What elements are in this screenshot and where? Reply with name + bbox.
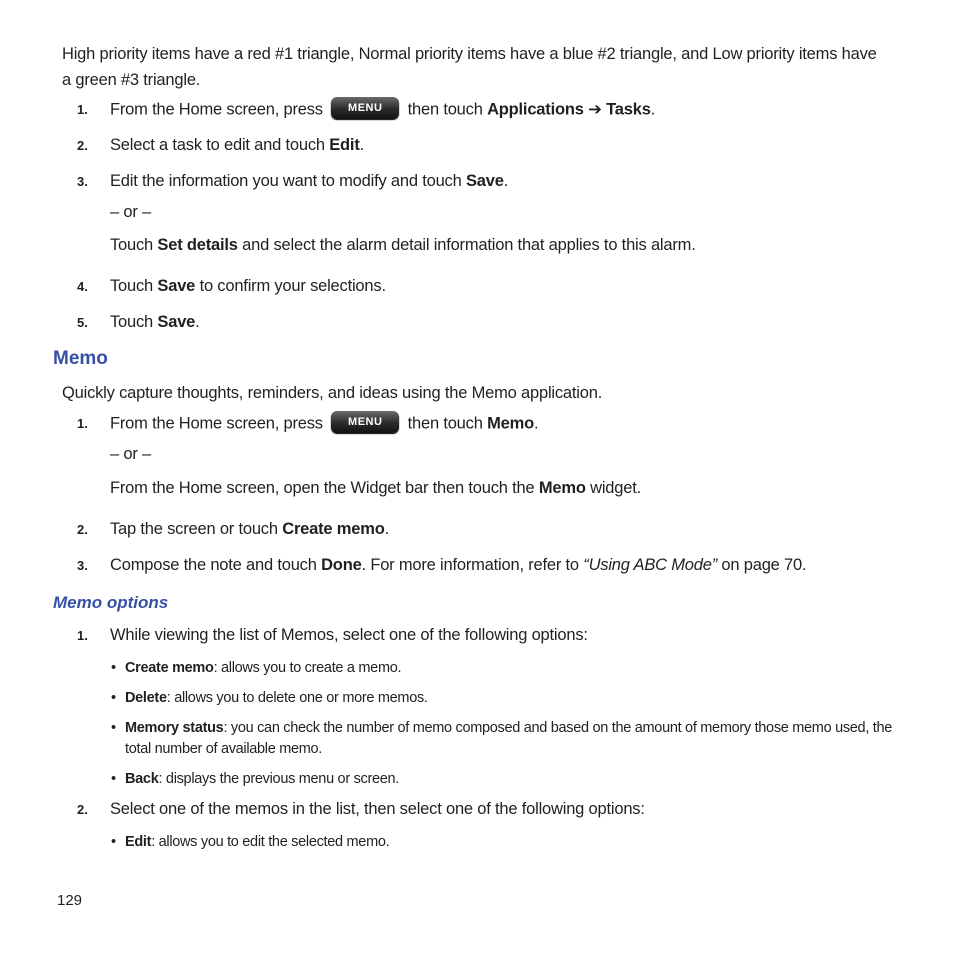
bold-term: Memory status (125, 720, 224, 736)
menu-key-icon: MENU (331, 97, 399, 119)
memo-options-step-2: Select one of the memos in the list, then select one of the following options: (110, 800, 645, 818)
tasks-step-2 (110, 135, 364, 155)
step-text: Touch (110, 277, 154, 295)
punctuation: . (503, 172, 509, 190)
bold-term: Create memo (282, 520, 385, 538)
step-text: Touch (110, 313, 154, 331)
punctuation: . (650, 100, 656, 119)
tasks-step-5 (110, 312, 200, 332)
tasks-step-3-alt (110, 235, 696, 255)
step-number: 3. (77, 558, 88, 573)
memo-intro: Quickly capture thoughts, reminders, and ideas using the Memo application. (62, 384, 603, 402)
memo-step-1-alt (110, 478, 641, 498)
step-number: 3. (77, 174, 88, 189)
bullet: • (111, 771, 116, 787)
punctuation: . (384, 520, 389, 538)
step-text: to confirm your selections. (199, 277, 386, 295)
intro-line-2: a green #3 triangle. (62, 71, 201, 89)
cross-reference-link[interactable]: “Using ABC Mode” (583, 556, 718, 574)
list-item (111, 769, 399, 789)
step-text: . For more information, refer to (361, 556, 579, 574)
bold-term: Back (125, 771, 159, 787)
menu-key-icon: MENU (331, 411, 399, 433)
bold-term: Save (157, 277, 196, 295)
step-text: then touch (407, 414, 483, 433)
step-number: 1. (77, 102, 88, 117)
memo-options-step-1: While viewing the list of Memos, select one of the following options: (110, 626, 588, 644)
step-text: Select a task to edit and touch (110, 136, 325, 154)
or-separator: – or – (110, 203, 151, 221)
step-text: From the Home screen, press (110, 100, 323, 119)
memo-step-2 (110, 519, 389, 539)
step-text: Compose the note and touch (110, 556, 317, 574)
bullet: • (111, 690, 116, 706)
step-text: Edit the information you want to modify and touch (110, 172, 462, 190)
punctuation: . (195, 313, 200, 331)
bold-term: Edit (125, 834, 152, 850)
punctuation: . (359, 136, 365, 154)
bold-term: Applications (487, 100, 584, 119)
step-text: widget. (590, 479, 642, 497)
list-item (111, 832, 389, 852)
memo-step-3 (110, 555, 806, 575)
step-number: 2. (77, 522, 88, 537)
list-item (111, 688, 428, 708)
item-text: : displays the previous menu or screen. (158, 771, 400, 787)
item-text: : allows you to edit the selected memo. (151, 834, 390, 850)
bold-term: Edit (329, 136, 360, 154)
bullet: • (111, 660, 116, 676)
step-number: 2. (77, 802, 88, 817)
step-number: 1. (77, 416, 88, 431)
step-text: Touch (110, 236, 154, 254)
item-text: : allows you to create a memo. (213, 660, 402, 676)
bold-term: Delete (125, 690, 167, 706)
bullet: • (111, 720, 116, 736)
step-number: 2. (77, 138, 88, 153)
step-text: on page 70. (721, 556, 807, 574)
arrow-right-icon: ➔ (588, 100, 602, 119)
punctuation: . (533, 414, 539, 433)
bold-term: Save (157, 313, 196, 331)
bold-term: Tasks (606, 100, 651, 119)
item-text: : you can check the number of memo composed and based on the amount of memory those memo used, the (223, 720, 893, 736)
step-text: From the Home screen, open the Widget bar then touch the (110, 479, 535, 497)
bold-term: Set details (157, 236, 238, 254)
bold-term: Create memo (125, 660, 214, 676)
bullet: • (111, 834, 116, 850)
tasks-step-3 (110, 171, 508, 191)
page-number: 129 (57, 892, 83, 909)
bold-term: Memo (487, 414, 534, 433)
memo-step-1 (110, 413, 538, 435)
memo-heading: Memo (53, 348, 108, 369)
step-number: 4. (77, 279, 88, 294)
intro-line-1: High priority items have a red #1 triangle, Normal priority items have a blue #2 triangle, and Low priority items have (62, 45, 877, 63)
list-item (111, 658, 401, 678)
step-number: 1. (77, 628, 88, 643)
list-item-continuation: total number of available memo. (125, 741, 323, 757)
step-text: Tap the screen or touch (110, 520, 278, 538)
tasks-step-4 (110, 276, 386, 296)
bold-term: Done (321, 556, 362, 574)
step-text: and select the alarm detail information that applies to this alarm. (242, 236, 696, 254)
step-text: From the Home screen, press (110, 414, 323, 433)
or-separator: – or – (110, 445, 151, 463)
memo-options-heading: Memo options (53, 593, 169, 612)
item-text: : allows you to delete one or more memos. (166, 690, 428, 706)
step-number: 5. (77, 315, 88, 330)
tasks-step-1 (110, 99, 655, 121)
step-text: then touch (407, 100, 483, 119)
bold-term: Save (465, 172, 504, 190)
bold-term: Memo (538, 479, 586, 497)
list-item (111, 718, 892, 738)
